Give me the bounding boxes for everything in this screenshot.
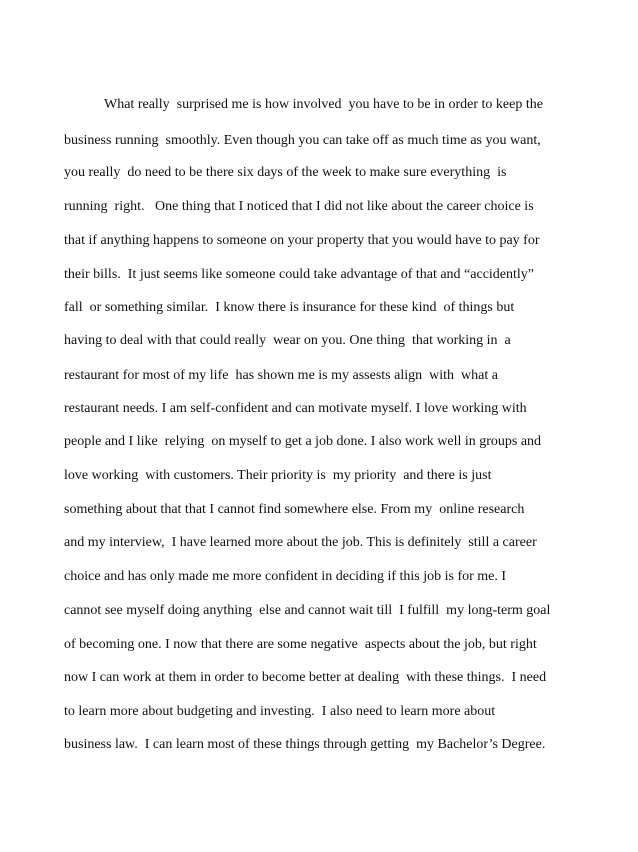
paragraph-line-4: running right. One thing that I noticed that I did not like about the career choice is — [64, 199, 534, 214]
paragraph-line-8: having to deal with that could really wear on you. One thing that working in a — [64, 333, 511, 348]
paragraph-line-19: to learn more about budgeting and investing. I also need to learn more about — [64, 704, 496, 719]
paragraph-line-11: people and I like relying on myself to get a job done. I also work well in groups and — [64, 434, 542, 449]
paragraph-line-18: now I can work at them in order to become better at dealing with these things. I need — [64, 670, 547, 685]
paragraph-line-6: their bills. It just seems like someone could take advantage of that and “accidently” — [64, 267, 535, 282]
paragraph-line-3: you really do need to be there six days of the week to make sure everything is — [64, 165, 507, 180]
paragraph-line-2: business running smoothly. Even though you can take off as much time as you want, — [64, 133, 541, 148]
paragraph-line-17: of becoming one. I now that there are some negative aspects about the job, but right — [64, 637, 537, 652]
paragraph-line-15: choice and has only made me more confident in deciding if this job is for me. I — [64, 569, 507, 584]
paragraph-line-7: fall or something similar. I know there is insurance for these kind of things but — [64, 300, 515, 315]
paragraph-line-12: love working with customers. Their priority is my priority and there is just — [64, 468, 492, 483]
paragraph-line-5: that if anything happens to someone on your property that you would have to pay for — [64, 233, 540, 248]
paragraph-line-10: restaurant needs. I am self-confident and can motivate myself. I love working with — [64, 401, 527, 416]
paragraph-line-16: cannot see myself doing anything else and cannot wait till I fulfill my long-term goal — [64, 603, 551, 618]
paragraph-line-20: business law. I can learn most of these things through getting my Bachelor’s Degree. — [64, 737, 546, 752]
paragraph-line-13: something about that that I cannot find somewhere else. From my online research — [64, 502, 525, 517]
paragraph-line-1: What really surprised me is how involved you have to be in order to keep the — [104, 97, 543, 112]
paragraph-line-9: restaurant for most of my life has shown me is my assests align with what a — [64, 368, 498, 383]
paragraph-line-14: and my interview, I have learned more about the job. This is definitely still a career — [64, 535, 537, 550]
